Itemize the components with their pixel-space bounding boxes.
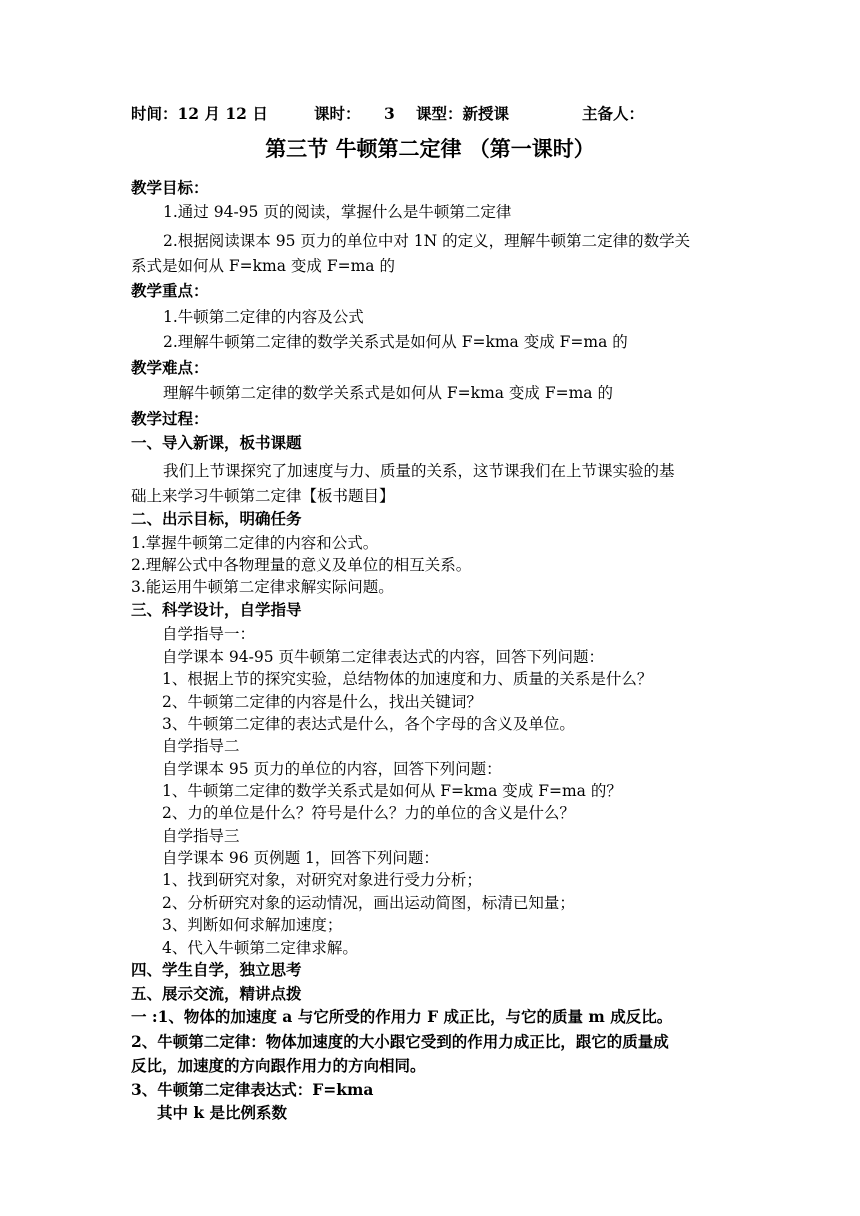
guide-3-question-4: 4、代入牛顿第二定律求解。 [162, 939, 358, 957]
section-2-heading: 二、出示目标，明确任务 [131, 509, 302, 528]
header-preparer: 主备人： [582, 104, 645, 123]
section-5-item-2-line-1: 2、牛顿第二定律：物体加速度的大小跟它受到的作用力成正比，跟它的质量成 [131, 1032, 669, 1051]
objective-item-1: 1.通过 94-95 页的阅读，掌握什么是牛顿第二定律 [163, 203, 512, 221]
guide-2-question-1: 1、牛顿第二定律的数学关系式是如何从 F=kma 变成 F=ma 的？ [162, 782, 622, 800]
section-5-heading: 五、展示交流，精讲点拨 [131, 984, 302, 1003]
key-point-item-1: 1.牛顿第二定律的内容及公式 [163, 308, 364, 326]
guide-3-title: 自学指导三 [162, 827, 240, 845]
section-5-item-3: 3、牛顿第二定律表达式：F=kma [131, 1080, 374, 1099]
section-5-item-2-line-2: 反比，加速度的方向跟作用力的方向相同。 [131, 1056, 426, 1075]
key-points-heading: 教学重点： [131, 281, 209, 300]
guide-2-intro: 自学课本 95 页力的单位的内容，回答下列问题： [162, 760, 502, 778]
guide-1-question-2: 2、牛顿第二定律的内容是什么，找出关键词？ [162, 693, 482, 711]
guide-3-question-3: 3、判断如何求解加速度； [162, 916, 343, 934]
guide-2-question-2: 2、力的单位是什么？符号是什么？力的单位的含义是什么？ [162, 804, 575, 822]
header-type: 课型：新授课 [416, 104, 510, 123]
guide-1-title: 自学指导一： [162, 625, 256, 643]
section-3-heading: 三、科学设计，自学指导 [131, 600, 302, 619]
key-point-item-2: 2.理解牛顿第二定律的数学关系式是如何从 F=kma 变成 F=ma 的 [163, 333, 628, 351]
section-5-item-1: 一 :1、物体的加速度 a 与它所受的作用力 F 成正比，与它的质量 m 成反比。 [131, 1007, 673, 1026]
difficulty-item-1: 理解牛顿第二定律的数学关系式是如何从 F=kma 变成 F=ma 的 [163, 384, 613, 402]
section-1-line-2: 础上来学习牛顿第二定律【板书题目】 [131, 487, 395, 505]
guide-3-question-1: 1、找到研究对象，对研究对象进行受力分析； [162, 871, 482, 889]
guide-3-intro: 自学课本 96 页例题 1，回答下列问题： [162, 849, 439, 867]
section-1-heading: 一、导入新课，板书课题 [131, 433, 302, 452]
difficulties-heading: 教学难点： [131, 358, 209, 377]
guide-1-intro: 自学课本 94-95 页牛顿第二定律表达式的内容，回答下列问题： [162, 648, 605, 666]
header-period-label: 课时： [314, 104, 361, 123]
process-heading: 教学过程： [131, 409, 209, 428]
objective-item-2-line-1: 2.根据阅读课本 95 页力的单位中对 1N 的定义，理解牛顿第二定律的数学关 [163, 232, 691, 250]
page-title: 第三节 牛顿第二定律 （第一课时） [265, 136, 595, 161]
section-1-line-1: 我们上节课探究了加速度与力、质量的关系，这节课我们在上节课实验的基 [163, 462, 675, 480]
guide-2-title: 自学指导二 [162, 737, 240, 755]
section-2-item-3: 3.能运用牛顿第二定律求解实际问题。 [131, 578, 394, 596]
objectives-heading: 教学目标： [131, 178, 209, 197]
guide-3-question-2: 2、分析研究对象的运动情况，画出运动简图，标清已知量； [162, 894, 575, 912]
section-2-item-2: 2.理解公式中各物理量的意义及单位的相互关系。 [131, 556, 472, 574]
section-5-item-3-note: 其中 k 是比例系数 [157, 1103, 288, 1122]
guide-1-question-3: 3、牛顿第二定律的表达式是什么，各个字母的含义及单位。 [162, 715, 575, 733]
objective-item-2-line-2: 系式是如何从 F=kma 变成 F=ma 的 [131, 257, 395, 275]
header-period-value: 3 [384, 104, 395, 123]
section-4-heading: 四、学生自学，独立思考 [131, 960, 302, 979]
section-2-item-1: 1.掌握牛顿第二定律的内容和公式。 [131, 534, 379, 552]
guide-1-question-1: 1、根据上节的探究实验，总结物体的加速度和力、质量的关系是什么？ [162, 670, 653, 688]
header-date: 时间：12 月 12 日 [131, 104, 268, 123]
